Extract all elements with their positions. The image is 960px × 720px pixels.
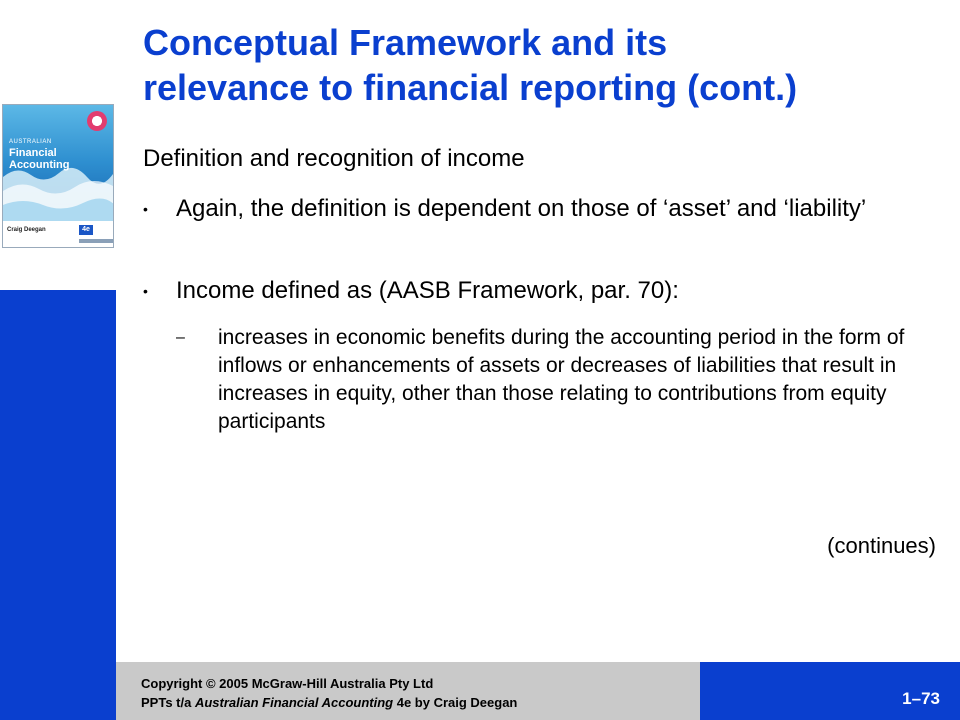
footer-credit [141, 695, 517, 710]
page-number: 1–73 [902, 689, 940, 708]
book-footer-bar [3, 221, 114, 247]
footer-copyright: Copyright © 2005 McGraw-Hill Australia Pty Ltd [141, 676, 434, 691]
publisher-logo-bar [79, 239, 113, 243]
book-badge-icon [87, 111, 107, 131]
sub-bullet-dash: – [176, 329, 185, 346]
slide-title [143, 20, 943, 110]
section-subheading: Definition and recognition of income [143, 145, 525, 172]
slide-title-line1: Conceptual Framework and its [143, 22, 668, 63]
book-author: Craig Deegan [7, 227, 46, 233]
book-title-line2: Accounting [9, 159, 70, 171]
continues-label: (continues) [827, 533, 936, 558]
footer-credit-suffix: 4e by Craig Deegan [393, 695, 518, 710]
slide-title-line2: relevance to financial reporting (cont.) [143, 67, 798, 108]
bullet-dot: • [143, 283, 148, 299]
bullet-text: Again, the definition is dependent on those of ‘asset’ and ‘liability’ [176, 195, 867, 222]
footer-book-title: Australian Financial Accounting [194, 695, 394, 710]
bullet-dot: • [143, 201, 148, 217]
book-top-label: AUSTRALIAN [9, 139, 52, 145]
footer-page-panel [700, 662, 960, 720]
sidebar-blue-band [0, 290, 116, 720]
footer-copyright-panel [116, 662, 700, 720]
sub-bullet-text: increases in economic benefits during the accounting period in the form of inflows or enhancements of assets or decreases of liabilities that result in increases in equity, other than those relating to contributions from equity participants [218, 326, 905, 433]
book-title-line1: Financial [9, 147, 57, 159]
book-cover-image [2, 104, 114, 248]
footer-credit-prefix: PPTs t/a [141, 695, 195, 710]
bullet-text: Income defined as (AASB Framework, par. 70): [176, 277, 679, 304]
book-edition-badge: 4e [79, 225, 93, 235]
